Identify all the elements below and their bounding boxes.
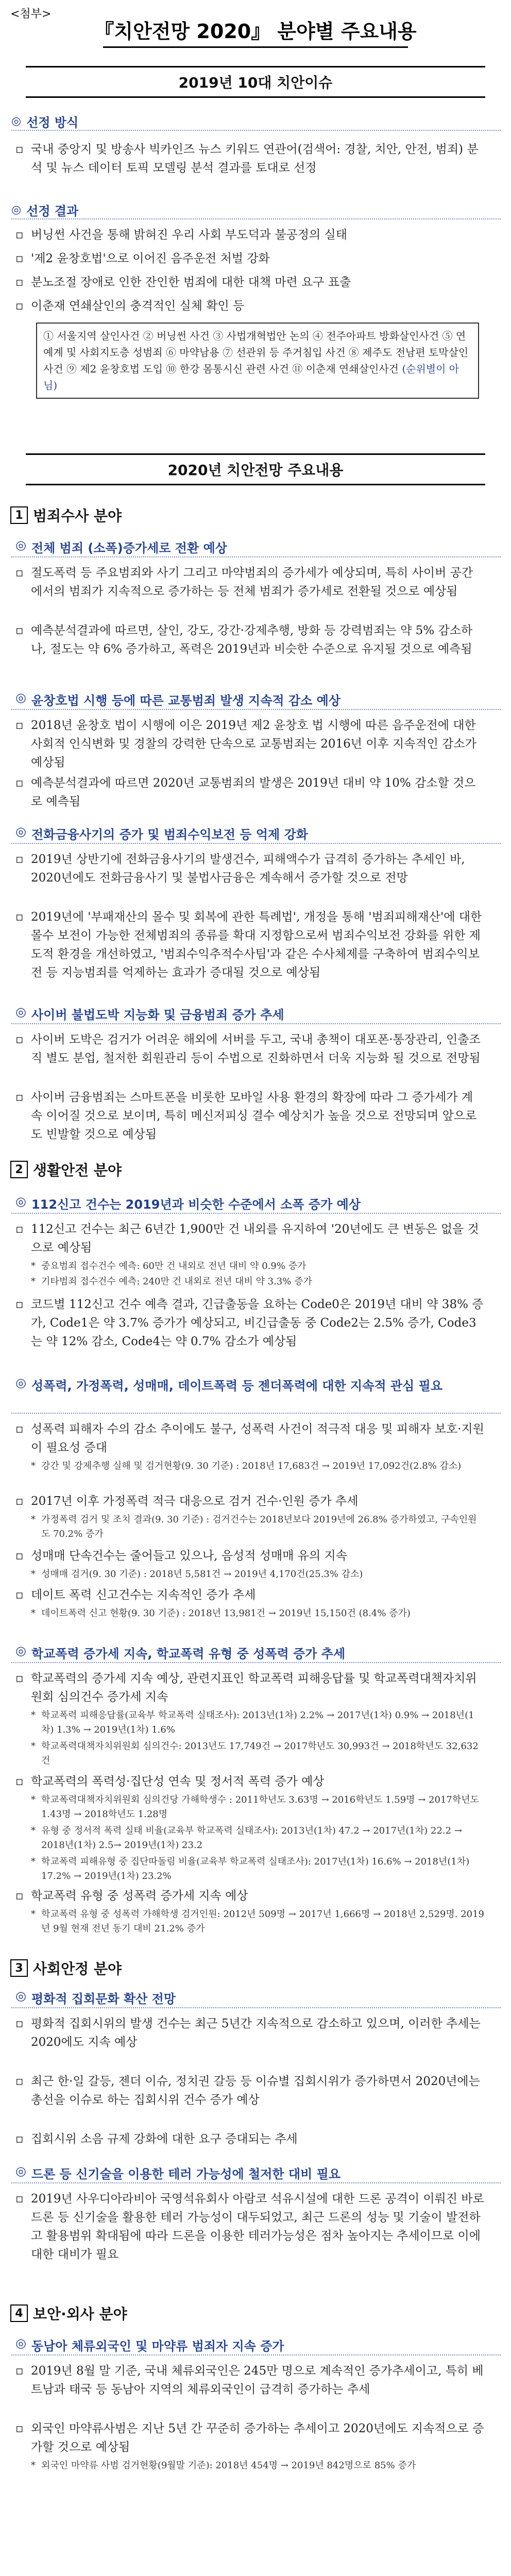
- topic-note: * 학교폭력 피해응답률(교육부 학교폭력 실태조사): 2013년(1차) 2.2% → 2017년(1차) 0.9% → 2018년(1차) 1.3% → 2019년(1차) 1.6%: [31, 1710, 474, 1735]
- topic-paragraph: ▫ 최근 한·일 갈등, 젠더 이슈, 정치권 갈등 등 이슈별 집회시위가 증가하면서 2020년에는 총선을 이슈로 하는 집회시위 건수 증가 예상: [15, 2075, 480, 2107]
- topic-rule: [11, 1413, 501, 1414]
- ring-bullet-icon: ◎: [15, 2336, 26, 2350]
- topic-title: ◎ 동남아 체류외국인 및 마약류 범죄자 지속 증가: [15, 2336, 284, 2353]
- topic-paragraph: ▫ 학교폭력 유형 중 성폭력 증가세 지속 예상: [15, 1889, 248, 1903]
- method-text-body: 국내 중앙지 및 방송사 빅카인즈 뉴스 키워드 연관어(검색어: 경찰, 치안, 안전, 범죄) 분석 및 뉴스 데이터 토픽 모델링 분석 결과를 토대로 선정: [31, 143, 479, 175]
- doc-title: [0, 15, 511, 44]
- topic-note: * 중요범죄 접수건수 예측: 60만 건 내외로 전년 대비 약 0.9% 증가: [31, 1261, 306, 1272]
- social-num: 3: [10, 1959, 28, 1977]
- topic-paragraph: ▫ 2018년 윤창호 법이 시행에 이은 2019년 제2 윤창호 법 시행에 따른 음주운전에 대한 사회적 인식변화 및 경찰의 강력한 단속으로 교통범죄는 2016년 이후 지속적인 감소가 예상됨: [15, 719, 476, 769]
- topic-note: * 기타범죄 접수건수 예측: 240만 건 내외로 전년 대비 약 3.3% 증가: [31, 1276, 312, 1287]
- method-rule: [11, 130, 501, 131]
- topic-paragraph: ▫ 사이버 금융범죄는 스마트폰을 비롯한 모바일 사용 환경의 확장에 따라 그 증가세가 계속 이어질 것으로 보이며, 특히 메신저피싱 결수 예상치가 높을 것으로 전망되며 앞으로도 빈발할 것으로 예상됨: [15, 1091, 477, 1141]
- topic-rule: [11, 1213, 501, 1214]
- topic-paragraph: ▫ 절도폭력 등 주요범죄와 사기 그리고 마약범죄의 증가세가 예상되며, 특히 사이버 공간에서의 범죄가 지속적으로 증가하는 등 전체 범죄가 증가세로 전환될 것으로 예상됨: [15, 566, 473, 598]
- ring-bullet-icon: ◎: [15, 1194, 26, 1209]
- social-label: 사회안정 분야: [33, 1960, 122, 1977]
- issue-list-note: (순위별이 아님): [43, 363, 459, 392]
- method-title-text: 선정 방식: [26, 115, 79, 130]
- topic-note: * 유형 중 정서적 폭력 실태 비율(교육부 학교폭력 실태조사): 2013년(1차) 47.2 → 2017년(1차) 22.2 → 2018년(1차) 2.5→ 2019년(1차) 23.2: [31, 1825, 462, 1851]
- topic-paragraph: ▫ 사이버 도박은 검거가 어려운 해외에 서버를 두고, 국내 총책이 대포폰·통장관리, 인출조직 별도 분업, 철저한 회원관리 등이 수법으로 진화하면서 더욱 지능화 될 것으로 전망됨: [15, 1033, 481, 1065]
- result-item: ▫ 이춘재 연쇄살인의 충격적인 실체 확인 등: [15, 299, 245, 313]
- result-item: ▫ 분노조절 장애로 인한 잔인한 범죄에 대한 대책 마련 요구 표출: [15, 276, 351, 289]
- safety-heading: [10, 1159, 122, 1180]
- topic-paragraph: ▫ 2019년 사우디아라비아 국영석유회사 아람코 석유시설에 대한 드론 공격이 이뤄진 바로 드론 등 신기술을 활용한 테러 가능성이 대두되었고, 최근 드론의 성능 및 기술이 발전하고 활용범위 확대됨에 따라 드론을 이용한 테러가능성은 점차 높아지는 추세이므로 이에 대한 대비가 필요: [15, 2192, 484, 2261]
- section2-heading: 2020년 치안전망 주요내용: [26, 453, 485, 485]
- topic-paragraph: ▫ 집회시위 소음 규제 강화에 대한 요구 증대되는 추세: [15, 2132, 298, 2146]
- topic-rule: [11, 1023, 501, 1024]
- topic-note: * 학교폭력 유형 중 성폭력 가해학생 검거인원: 2012년 509명 → 2017년 1,666명 → 2018년 2,529명. 2019년 9월 현재 전년 동기 대비 21.2% 증가: [31, 1909, 485, 1934]
- crime-num: 1: [10, 506, 28, 524]
- ring-bullet-icon: ◎: [15, 1376, 26, 1390]
- topic-title: ◎ 전화금융사기의 증가 및 범죄수익보전 등 억제 강화: [15, 824, 308, 842]
- section1-heading: 2019년 10대 치안이슈: [26, 66, 485, 98]
- crime-heading: [10, 505, 122, 526]
- social-heading: [10, 1958, 122, 1978]
- result-item: ▫ '제2 윤창호법'으로 이어진 음주운전 처벌 강화: [15, 252, 270, 265]
- topic-title: ◎ 성폭력, 가정폭력, 성매매, 데이트폭력 등 젠더폭력에 대한 지속적 관심 필요: [15, 1376, 443, 1393]
- topic-note: * 강간 및 강제추행 실해 및 검거현황(9. 30 기준) : 2018년 17,683건 → 2019년 17,092건(2.8% 감소): [31, 1461, 462, 1471]
- topic-title: ◎ 학교폭력 증가세 지속, 학교폭력 유형 중 성폭력 증가 추세: [15, 1643, 346, 1661]
- topic-paragraph: ▫ 2019년에 '부패재산의 몰수 및 회복에 관한 특례법', 개정을 통해 '범죄피해재산'에 대한 몰수 보전이 가능한 전체범죄의 종류를 확대 지정함으로써 범죄수익보전 강화를 위한 제도적 환경을 개선하였고, '범죄수익추적수사팀'과 같은 수사체제를 구축하여 범죄수익보전 등 지능범죄를 억제하는 효과가 증대될 것으로 예상됨: [15, 910, 482, 979]
- issue-list-text: ① 서울지역 살인사건 ② 버닝썬 사건 ③ 사법개혁법안 논의 ④ 전주아파트 방화살인사건 ⑤ 연예계 및 사회지도층 성범죄 ⑥ 마약남용 ⑦ 선관위 등 주거침입 사건 ⑧ 제주도 전남편 토막살인 사건 ⑨ 제2 윤창호법 도입 ⑩ 한강 몸통시신 관련 사건 ⑪ 이춘재 연쇄살인사건: [43, 330, 469, 375]
- topic-title: ◎ 사이버 불법도박 지능화 및 금융범죄 증가 추세: [15, 1005, 284, 1022]
- topic-rule: [11, 2182, 501, 2183]
- ring-bullet-icon: ◎: [15, 1643, 26, 1658]
- doc-title-underline: [103, 46, 408, 48]
- ring-bullet-icon: ◎: [11, 115, 22, 128]
- topic-paragraph: ▫ 성폭력 피해자 수의 감소 추이에도 불구, 성폭력 사건이 적극적 대응 및 피해자 보호·지원이 필요성 증대: [15, 1422, 484, 1454]
- topic-paragraph: ▫ 평화적 집회시위의 발생 건수는 최근 5년간 지속적으로 감소하고 있으며, 이러한 추세는 2020에도 지속 예상: [15, 2017, 481, 2049]
- safety-label: 생활안전 분야: [33, 1162, 122, 1179]
- ring-bullet-icon: ◎: [11, 204, 22, 216]
- ring-bullet-icon: ◎: [15, 1005, 26, 1019]
- topic-paragraph: ▫ 2019년 상반기에 전화금융사기의 발생건수, 피해액수가 급격히 증가하는 추세인 바, 2020년에도 전화금융사기 및 불법사금융은 계속해서 증가할 것으로 전망: [15, 853, 465, 885]
- topic-rule: [11, 709, 501, 710]
- topic-note: * 데이트폭력 신고 현황(9. 30 기준) : 2018년 13,981건 → 2019년 15,150건 (8.4% 증가): [31, 1608, 411, 1619]
- ring-bullet-icon: ◎: [15, 824, 26, 839]
- ring-bullet-icon: ◎: [15, 538, 26, 552]
- topic-rule: [11, 556, 501, 557]
- topic-rule: [11, 1662, 501, 1663]
- security-num: 4: [10, 2304, 28, 2322]
- topic-rule: [11, 2354, 501, 2355]
- topic-paragraph: ▫ 학교폭력의 폭력성·집단성 연속 및 정서적 폭력 증가 예상: [15, 1775, 325, 1788]
- topic-note: * 가정폭력 검거 및 조치 결과(9. 30 기준) : 검거건수는 2018년보다 2019년에 26.8% 증가하였고, 구속인원도 70.2% 증가: [31, 1514, 477, 1539]
- topic-note: * 학교폭력 피해유형 중 집단따돌림 비율(교육부 학교폭력 실태조사): 2017년(1차) 16.6% → 2018년(1차) 17.2% → 2019년(1차) 23.2%: [31, 1856, 470, 1882]
- topic-note: * 학교폭력대책자치위원회 심의건당 가해학생수 : 2011학년도 3.63명 → 2016학년도 1.59명 → 2017학년도 1.43명 → 2018학년도 1.28명: [31, 1794, 480, 1820]
- result-rule: [11, 218, 501, 219]
- result-item: ▫ 버닝썬 사건을 통해 밝혀진 우리 사회 부도덕과 불공정의 실태: [15, 228, 347, 242]
- topic-paragraph: ▫ 학교폭력의 증가세 지속 예상, 관련지표인 학교폭력 피해응답률 및 학교폭력대책자치위원회 심의건수 증가세 지속: [15, 1672, 477, 1704]
- doc-title-text: 『치안전망 2020』 분야별 주요내용: [94, 20, 417, 43]
- issue-list-box: [36, 323, 479, 399]
- security-label: 보안·외사 분야: [33, 2306, 127, 2323]
- topic-paragraph: ▫ 예측분석결과에 따르면, 살인, 강도, 강간·강제추행, 방화 등 강력범죄는 약 5% 감소하나, 절도는 약 6% 증가하고, 폭력은 2019년과 비슷한 수준으로 유지될 것으로 예측됨: [15, 624, 473, 656]
- topic-paragraph: ▫ 112신고 건수는 최근 6년간 1,900만 건 내외를 유지하여 '20년에도 큰 변동은 없을 것으로 예상됨: [15, 1223, 479, 1255]
- topic-paragraph: ▫ 코드별 112신고 건수 예측 결과, 긴급출동을 요하는 Code0은 2019년 대비 약 38% 증가, Code1은 약 3.7% 증가가 예상되고, 비긴급출동 중 Code2는 2.5% 증가, Code3는 약 12% 감소, Code4는 약 0.7% 감소가 예상됨: [15, 1298, 484, 1348]
- topic-paragraph: ▫ 예측분석결과에 따르면 2020년 교통범죄의 발생은 2019년 대비 약 10% 감소할 것으로 예측됨: [15, 776, 476, 808]
- topic-note: * 학교폭력대책자치위원회 심의건수: 2013년도 17,749건 → 2017학년도 30,993건 → 2018학년도 32,632건: [31, 1741, 479, 1766]
- ring-bullet-icon: ◎: [15, 2164, 26, 2178]
- safety-num: 2: [10, 1161, 28, 1178]
- topic-note: * 외국인 마약류 사범 검거현황(9월말 기준): 2018년 454명 → 2019년 842명으로 85% 증가: [31, 2460, 416, 2471]
- topic-title: ◎ 112신고 건수는 2019년과 비슷한 수준에서 소폭 증가 예상: [15, 1194, 361, 1212]
- topic-paragraph: ▫ 성매매 단속건수는 줄어들고 있으나, 음성적 성매매 유의 지속: [15, 1549, 347, 1563]
- topic-title: ◎ 전체 범죄 (소폭)증가세로 전환 예상: [15, 538, 227, 555]
- result-title-text: 선정 결과: [26, 204, 79, 218]
- topic-paragraph: ▫ 외국인 마약류사범은 지난 5년 간 꾸준히 증가하는 추세이고 2020년에도 지속적으로 증가할 것으로 예상됨: [15, 2422, 484, 2454]
- crime-label: 범죄수사 분야: [33, 507, 122, 524]
- topic-paragraph: ▫ 2017년 이후 가정폭력 적극 대응으로 검거 건수·인원 증가 추세: [15, 1495, 359, 1508]
- result-title: [11, 201, 78, 219]
- topic-note: * 성매매 검거(9. 30 기준) : 2018년 5,581건 → 2019년 4,170건(25.3% 감소): [31, 1569, 363, 1580]
- security-heading: [10, 2303, 127, 2324]
- topic-title: ◎ 평화적 집회문화 확산 전망: [15, 1989, 176, 2006]
- attachment-tag: <첨부>: [10, 8, 52, 21]
- topic-title: ◎ 윤창호법 시행 등에 따른 교통범죄 발생 지속적 감소 예상: [15, 690, 341, 708]
- method-title: [11, 112, 78, 130]
- topic-title: ◎ 드론 등 신기술을 이용한 테러 가능성에 철저한 대비 필요: [15, 2164, 341, 2181]
- topic-paragraph: ▫ 데이트 폭력 신고건수는 지속적인 증가 추세: [15, 1588, 256, 1602]
- ring-bullet-icon: ◎: [15, 1989, 26, 2003]
- ring-bullet-icon: ◎: [15, 690, 26, 705]
- topic-rule: [11, 843, 501, 844]
- method-text: [15, 140, 484, 177]
- square-bullet-icon: ▫: [15, 143, 24, 156]
- topic-rule: [11, 2007, 501, 2008]
- topic-paragraph: ▫ 2019년 8월 말 기준, 국내 체류외국인은 245만 명으로 계속적인 증가추세이고, 특히 베트남과 태국 등 동남아 지역의 체류외국인이 급격히 증가하는 추세: [15, 2364, 484, 2396]
